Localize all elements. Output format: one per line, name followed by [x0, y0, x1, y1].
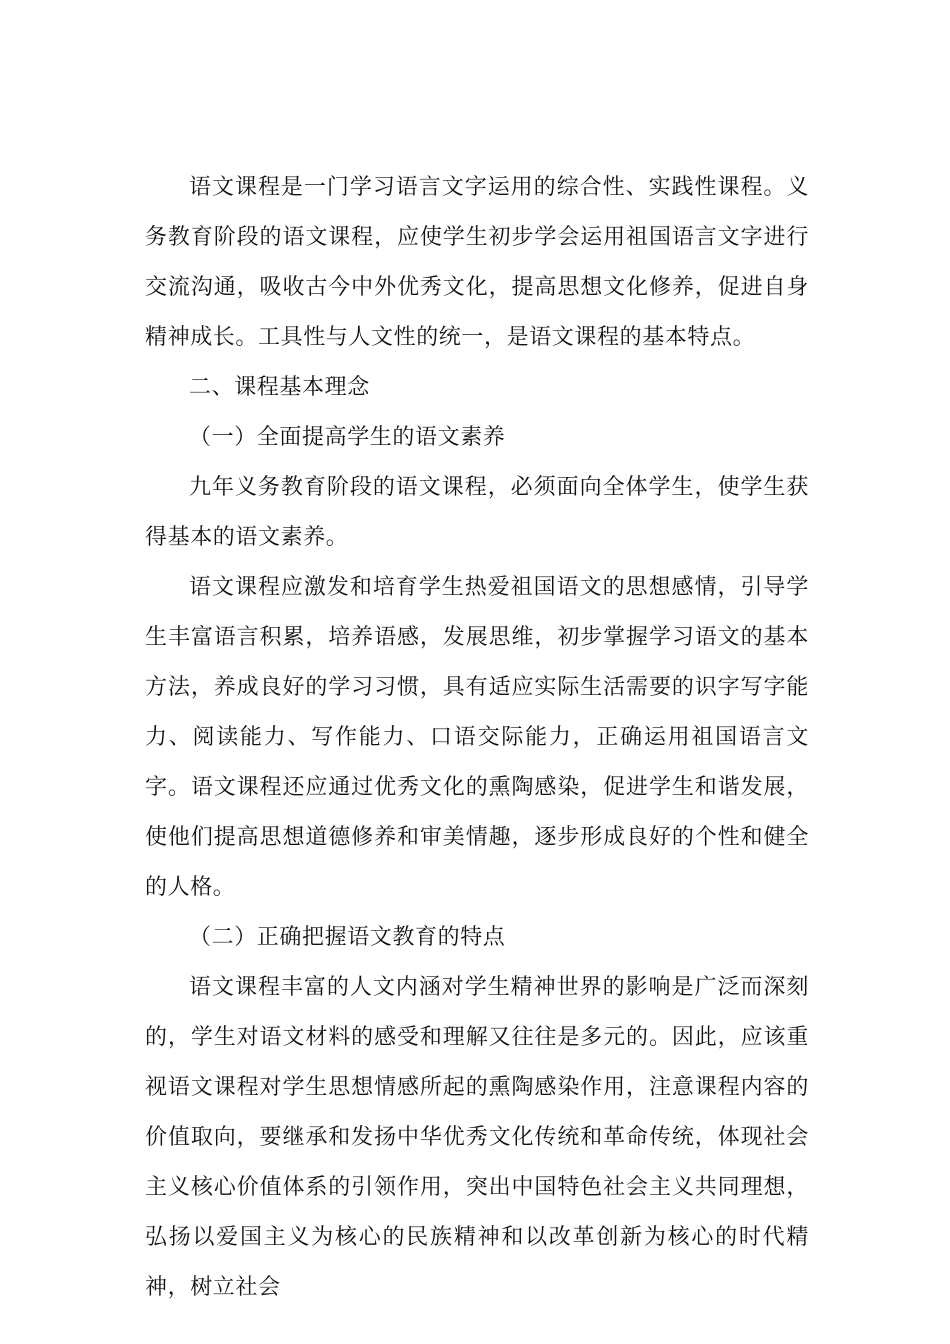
- paragraph-literacy-intro: 九年义务教育阶段的语文课程，必须面向全体学生，使学生获得基本的语文素养。: [145, 475, 809, 550]
- paragraph-course-nature: 语文课程是一门学习语言文字运用的综合性、实践性课程。义务教育阶段的语文课程，应使学生初步学会运用祖国语言文字进行交流沟通，吸收古今中外优秀文化，提高思想文化修养，促进自身精神成长。工具性与人文性的统一，是语文课程的基本特点。: [145, 175, 809, 350]
- subsection-heading-characteristics: （二）正确把握语文教育的特点: [189, 925, 506, 950]
- subsection-heading-literacy: （一）全面提高学生的语文素养: [189, 425, 506, 450]
- paragraph-characteristics: 语文课程丰富的人文内涵对学生精神世界的影响是广泛而深刻的，学生对语文材料的感受和理解又往往是多元的。因此，应该重视语文课程对学生思想情感所起的熏陶感染作用，注意课程内容的价值取向，要继承和发扬中华优秀文化传统和革命传统，体现社会主义核心价值体系的引领作用，突出中国特色社会主义共同理想，弘扬以爱国主义为核心的民族精神和以改革创新为核心的时代精神，树立社会: [145, 975, 809, 1300]
- section-heading-course-philosophy: 二、课程基本理念: [189, 375, 370, 400]
- paragraph-literacy-detail: 语文课程应激发和培育学生热爱祖国语文的思想感情，引导学生丰富语言积累，培养语感，发展思维，初步掌握学习语文的基本方法，养成良好的学习习惯，具有适应实际生活需要的识字写字能力、阅读能力、写作能力、口语交际能力，正确运用祖国语言文字。语文课程还应通过优秀文化的熏陶感染，促进学生和谐发展，使他们提高思想道德修养和审美情趣，逐步形成良好的个性和健全的人格。: [145, 575, 809, 900]
- document-page: [145, 163, 809, 1313]
